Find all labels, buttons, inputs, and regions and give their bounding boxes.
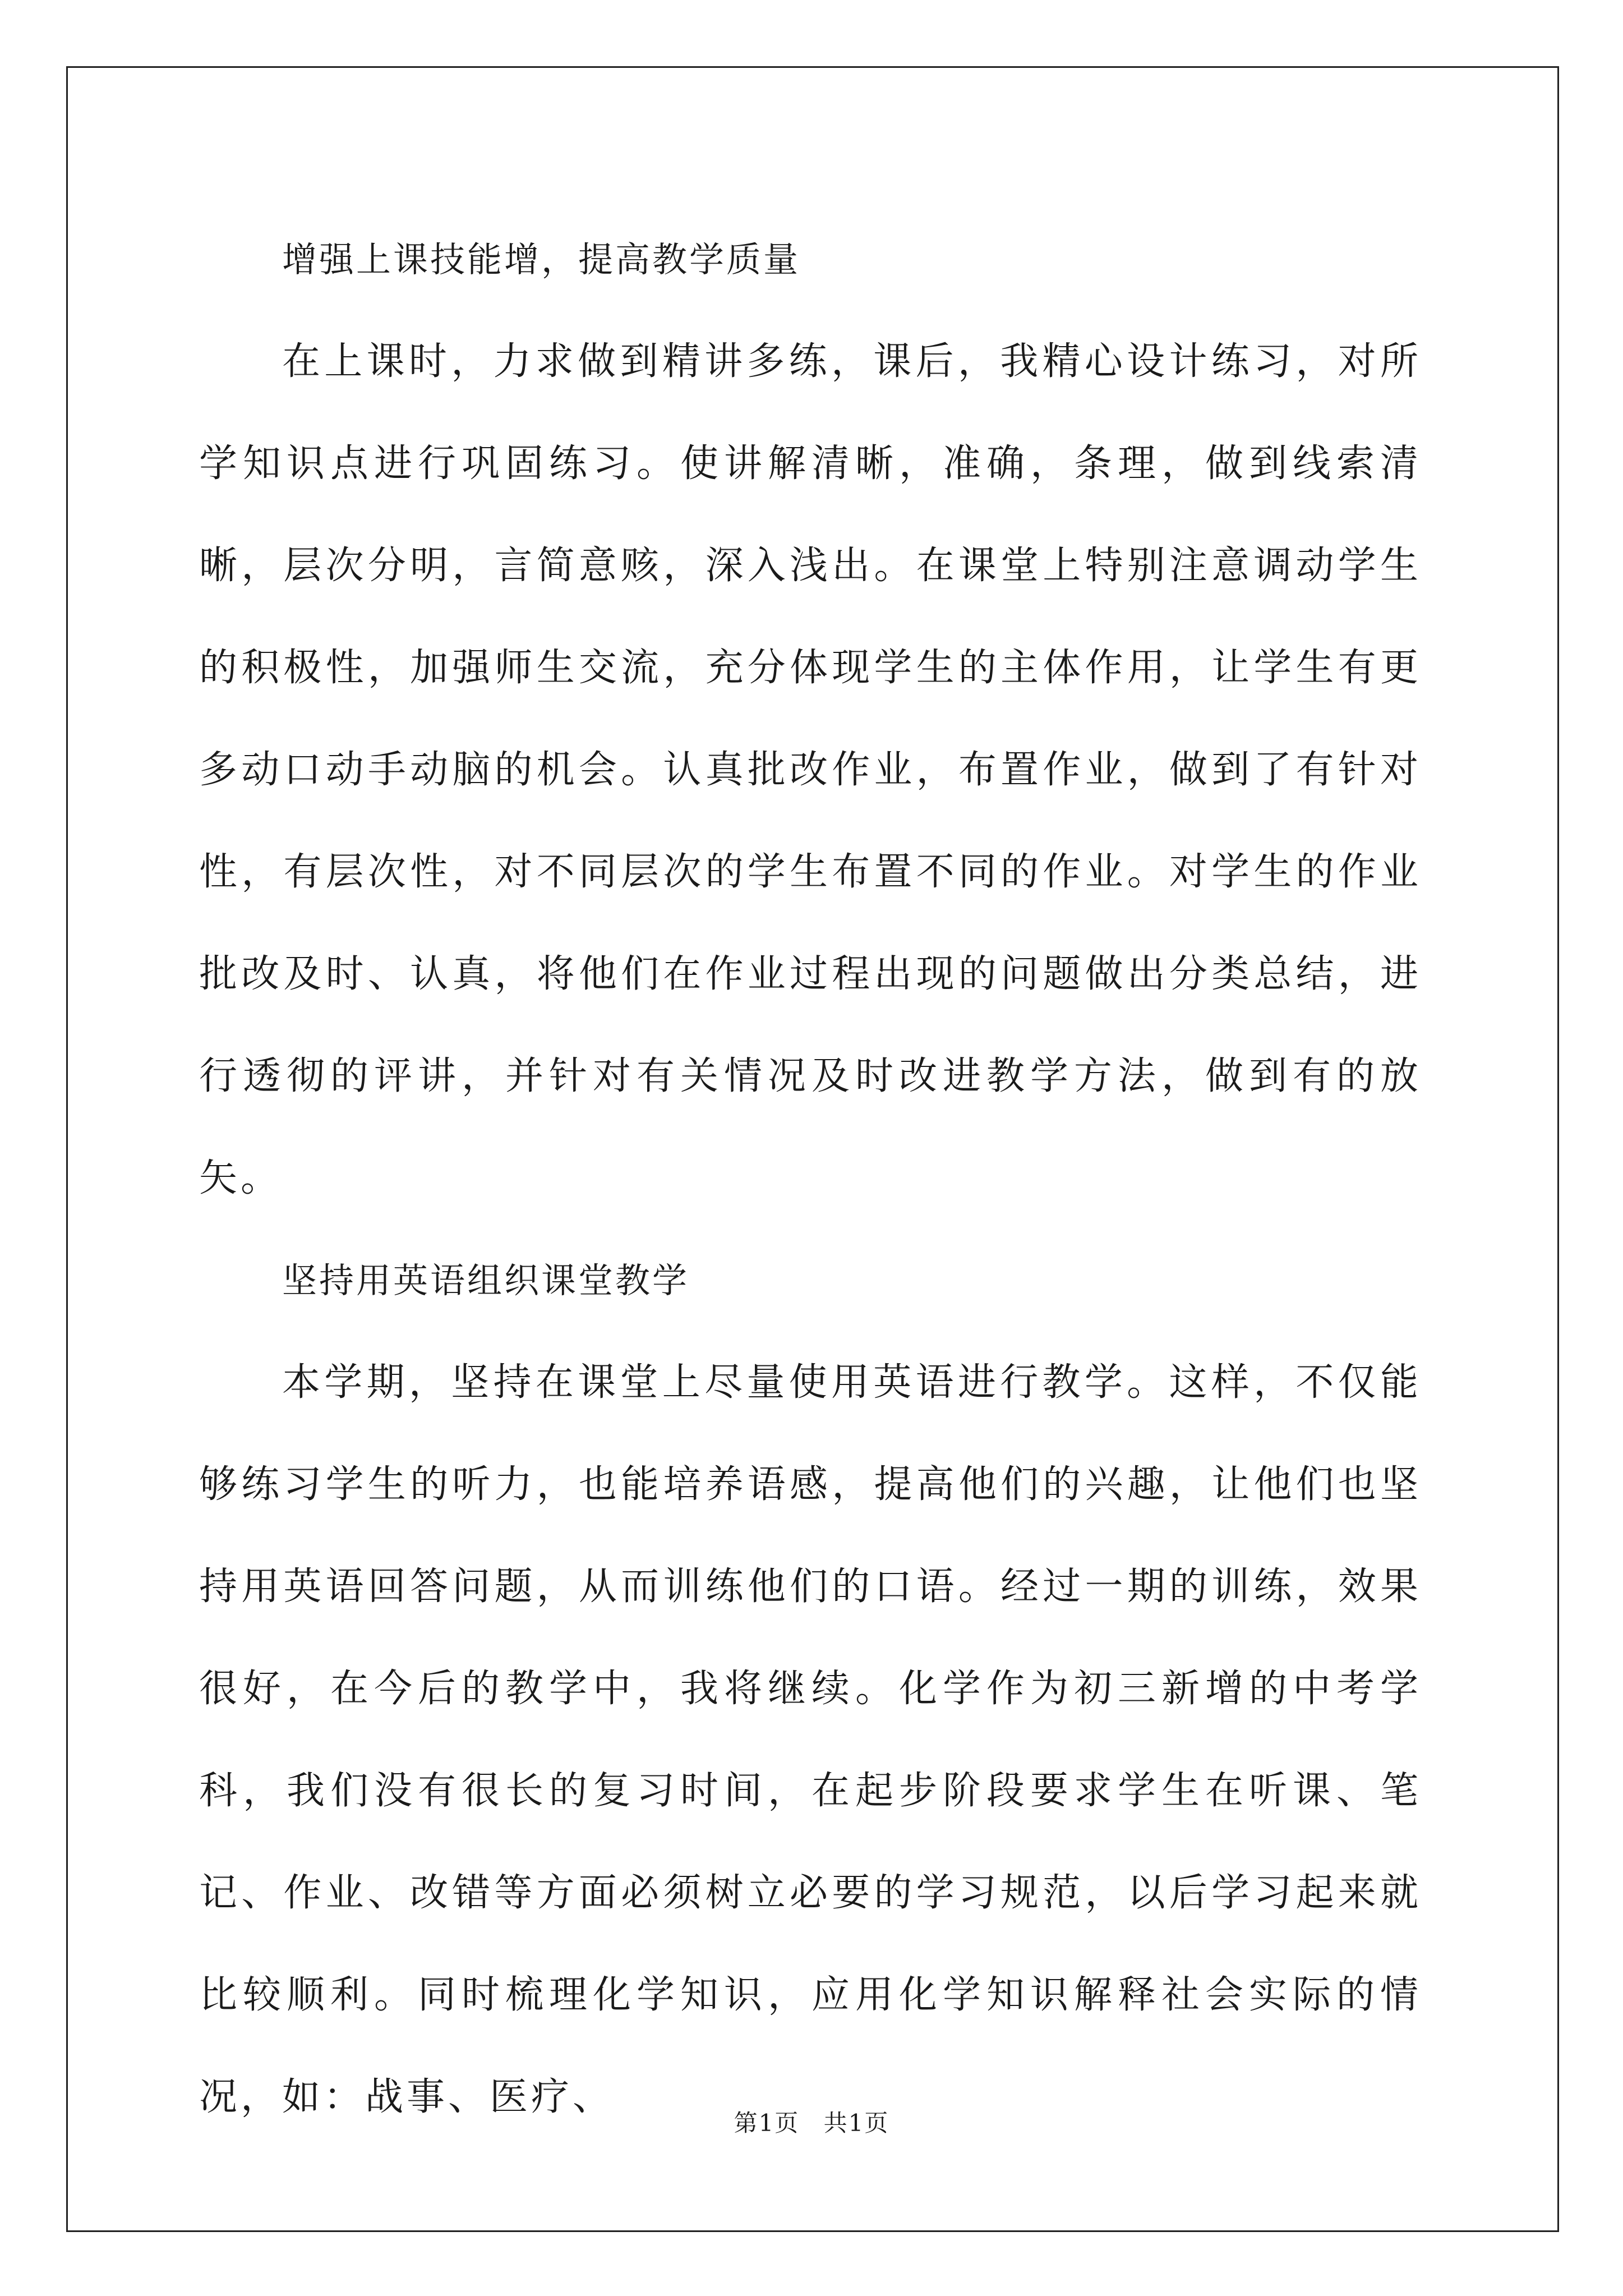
page-total: 共1页 xyxy=(823,2109,889,2137)
document-body xyxy=(199,209,1422,2148)
paragraph-teaching-skills: 在上课时，力求做到精讲多练，课后，我精心设计练习，对所学知识点进行巩固练习。使讲解清晰，准确，条理，做到线索清晰，层次分明，言简意赅，深入浅出。在课堂上特别注意调动学生的积极性，加强师生交流，充分体现学生的主体作用，让学生有更多动口动手动脑的机会。认真批改作业，布置作业，做到了有针对性，有层次性，对不同层次的学生布置不同的作业。对学生的作业批改及时、认真，将他们在作业过程出现的问题做出分类总结，进行透彻的评讲，并针对有关情况及时改进教学方法，做到有的放矢。 xyxy=(199,339,1422,1200)
section-heading-english-teaching: 坚持用英语组织课堂教学 xyxy=(282,1260,690,1301)
section-heading-teaching-skills: 增强上课技能增，提高教学质量 xyxy=(282,239,801,280)
page-footer xyxy=(0,2105,1623,2138)
paragraph-english-teaching: 本学期，坚持在课堂上尽量使用英语进行教学。这样，不仅能够练习学生的听力，也能培养语感，提高他们的兴趣，让他们也坚持用英语回答问题，从而训练他们的口语。经过一期的训练，效果很好，在今后的教学中，我将继续。化学作为初三新增的中考学科，我们没有很长的复习时间，在起步阶段要求学生在听课、笔记、作业、改错等方面必须树立必要的学习规范，以后学习起来就比较顺利。同时梳理化学知识，应用化学知识解释社会实际的情况，如：战事、医疗、 xyxy=(199,1360,1422,2119)
page-number: 第1页 xyxy=(734,2109,800,2137)
